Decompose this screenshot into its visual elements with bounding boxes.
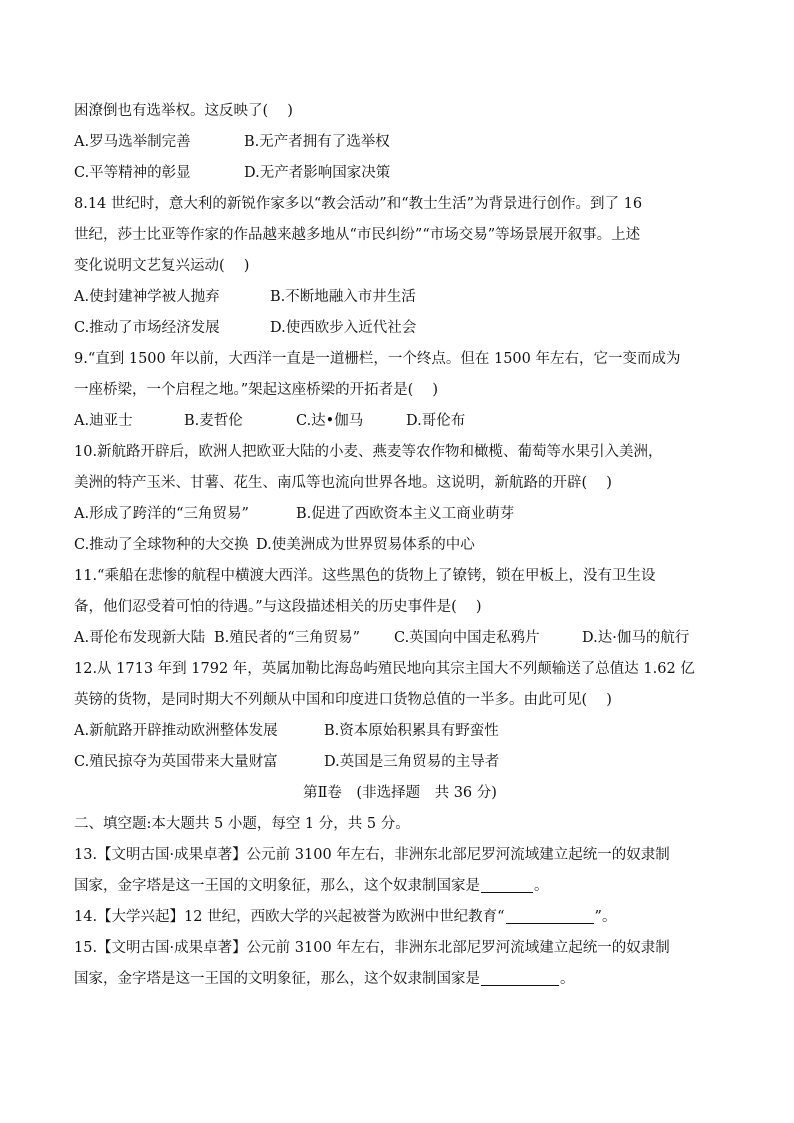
question-9-text: 9.“直到 1500 年以前，大西洋一直是一道栅栏，一个终点。但在 1500 年左右，它一变而成为 bbox=[74, 351, 681, 367]
question-13-prompt: 国家，金字塔是这一王国的文明象征，那么，这个奴隶制国家是 bbox=[74, 878, 480, 894]
question-7-tail: 困潦倒也有选举权。这反映了( ) bbox=[74, 103, 293, 119]
option-b: B.麦哲伦 bbox=[184, 413, 243, 429]
option-c: C.达•伽马 bbox=[296, 413, 364, 429]
question-11-text: 11.“乘船在悲惨的航程中横渡大西洋。这些黑色的货物上了镣铐，锁在甲板上，没有卫生设 bbox=[74, 568, 656, 584]
document-page bbox=[74, 96, 726, 995]
option-a: A.新航路开辟推动欧洲整体发展 bbox=[74, 723, 278, 739]
question-8-text: 变化说明文艺复兴运动( ) bbox=[74, 258, 250, 274]
option-c: C.推动了全球物种的大交换 bbox=[74, 537, 249, 553]
part-2-title: 第Ⅱ卷 (非选择题 共 36 分) bbox=[303, 785, 497, 801]
option-b: B.促进了西欧资本主义工商业萌芽 bbox=[296, 506, 515, 522]
question-11-options bbox=[74, 623, 726, 654]
option-c: C.英国向中国走私鸦片 bbox=[394, 630, 540, 646]
question-15-prompt: 国家，金字塔是这一王国的文明象征，那么，这个奴隶制国家是 bbox=[74, 971, 480, 987]
question-8-options-row-1 bbox=[74, 282, 726, 313]
answer-blank[interactable] bbox=[481, 878, 533, 894]
option-a: A.哥伦布发现新大陆 bbox=[74, 630, 206, 646]
option-a: A.形成了跨洋的“三角贸易” bbox=[74, 506, 249, 522]
question-13-text: 13.【文明古国·成果卓著】公元前 3100 年左右，非洲东北部尼罗河流域建立起统一的奴隶制 bbox=[74, 847, 670, 863]
question-7-options-row-1 bbox=[74, 127, 726, 158]
answer-blank[interactable] bbox=[481, 971, 559, 987]
question-10-options-row-1 bbox=[74, 499, 726, 530]
question-8-text: 世纪，莎士比亚等作家的作品越来越多地从“市民纠纷”“市场交易”等场景展开叙事。上述 bbox=[74, 227, 641, 243]
question-15-end: 。 bbox=[560, 971, 575, 987]
question-11-text: 备，他们忍受着可怕的待遇。”与这段描述相关的历史事件是( ) bbox=[74, 599, 482, 615]
answer-blank[interactable] bbox=[506, 909, 594, 925]
question-10-options-row-2 bbox=[74, 530, 726, 561]
option-a: A.罗马选举制完善 bbox=[74, 134, 191, 150]
question-9-text: 一座桥梁，一个启程之地。”架起这座桥梁的开拓者是( ) bbox=[74, 382, 439, 398]
question-12-options-row-1 bbox=[74, 716, 726, 747]
option-c: C.平等精神的彰显 bbox=[74, 165, 191, 181]
question-14-text bbox=[74, 902, 726, 933]
question-8-text: 8.14 世纪时，意大利的新锐作家多以“教会活动”和“教士生活”为背景进行创作。到了 16 bbox=[74, 196, 643, 212]
question-12-options-row-2 bbox=[74, 747, 726, 778]
option-c: C.推动了市场经济发展 bbox=[74, 320, 220, 336]
question-10-text: 10.新航路开辟后，欧洲人把欧亚大陆的小麦、燕麦等农作物和橄榄、葡萄等水果引入美洲， bbox=[74, 444, 663, 460]
question-8-options-row-2 bbox=[74, 313, 726, 344]
question-14-prompt: 14.【大学兴起】12 世纪，西欧大学的兴起被誉为欧洲中世纪教育“ bbox=[74, 909, 505, 925]
option-b: B.殖民者的“三角贸易” bbox=[214, 630, 361, 646]
option-b: B.无产者拥有了选举权 bbox=[244, 134, 390, 150]
question-7-options-row-2 bbox=[74, 158, 726, 189]
option-a: A.使封建神学被人抛弃 bbox=[74, 289, 220, 305]
option-b: B.不断地融入市井生活 bbox=[270, 289, 416, 305]
section-2-heading: 二、填空题:本大题共 5 小题，每空 1 分，共 5 分。 bbox=[74, 816, 410, 832]
option-d: D.达·伽马的航行 bbox=[582, 630, 690, 646]
question-14-end: ”。 bbox=[594, 909, 617, 925]
option-d: D.哥伦布 bbox=[406, 413, 466, 429]
question-15-text-2 bbox=[74, 964, 726, 995]
option-d: D.使西欧步入近代社会 bbox=[270, 320, 417, 336]
option-d: D.英国是三角贸易的主导者 bbox=[324, 754, 500, 770]
option-c: C.殖民掠夺为英国带来大量财富 bbox=[74, 754, 278, 770]
question-13-end: 。 bbox=[534, 878, 549, 894]
question-9-options bbox=[74, 406, 726, 437]
option-a: A.迪亚士 bbox=[74, 413, 133, 429]
question-15-text: 15.【文明古国·成果卓著】公元前 3100 年左右，非洲东北部尼罗河流域建立起统一的奴隶制 bbox=[74, 940, 670, 956]
option-b: B.资本原始积累具有野蛮性 bbox=[324, 723, 499, 739]
option-d: D.无产者影响国家决策 bbox=[244, 165, 391, 181]
question-12-text: 英镑的货物，是同时期大不列颠从中国和印度进口货物总值的一半多。由此可见( ) bbox=[74, 692, 612, 708]
question-12-text: 12.从 1713 年到 1792 年，英属加勒比海岛屿殖民地向其宗主国大不列颠输送了总值达 1.62 亿 bbox=[74, 661, 695, 677]
question-13-text-2 bbox=[74, 871, 726, 902]
option-d: D.使美洲成为世界贸易体系的中心 bbox=[256, 537, 475, 553]
question-10-text: 美洲的特产玉米、甘薯、花生、南瓜等也流向世界各地。这说明，新航路的开辟( ) bbox=[74, 475, 612, 491]
